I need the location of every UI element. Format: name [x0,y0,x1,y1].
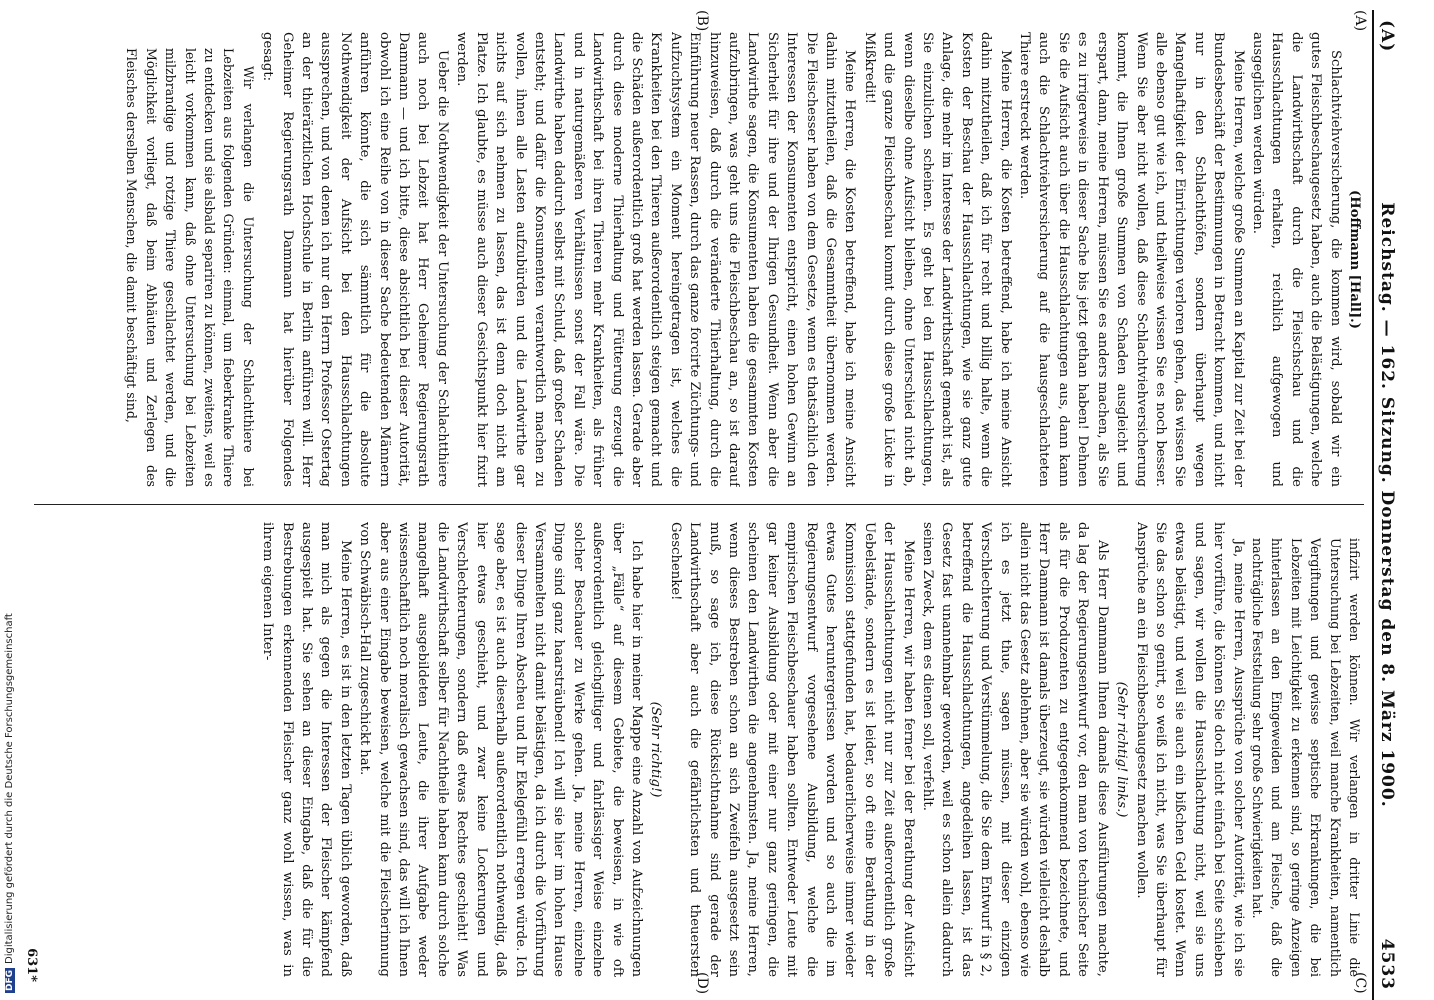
paragraph: Ja, meine Herren, Aussprüche von solcher Autorität, wie ich sie hier vorführe, die können Sie doch nicht einfach bei Seite schieben und sagen, wir wollen die Hausschlachtung nicht, weil sie uns etwas belästigt, und weil sie auch ein bißchen Geld kostet. Wenn Sie das schon so genirt, so weiß ich nicht, was Sie überhaupt für Ansprüche an ein Fleischbeschaugesetz machen wollen. [1133,522,1246,977]
page-number: 4533 [1377,938,1397,990]
speaker-label: (Hoffmann [Hall].) [1347,190,1362,329]
footer-signature-number: 631* [24,948,39,982]
paragraph: Meine Herren, die Kosten betreffend, habe ich meine Ansicht dahin mitzutheilen, daß ich für recht und billig halte, wenn die Kosten der Beschau der Hausschlachtungen, wie sie ganz gute Anlage, die mehr im Interesse der Landwirthschaft gemacht ist, als Sie einzulichen scheinen. Es geht bei den Hausschlachtungen, wenn dieselbe ohne Aufsicht bleiben, ohne Unterschied nicht ab, und die ganze Fleischbeschau kommt durch diese große Lücke in Mißkredit! [861,32,1013,487]
column-divider [34,504,1364,505]
paragraph: Ueber die Nothwendigkeit der Untersuchung der Schlachtthiere auch noch bei Lebzeit hat Herr Geheimer Regierungsrath Dammann — und ich bitte, diese absichtlich bei dieser Autorität, obwohl ich eine Reihe von in dieser Sache bedeutenden Männern anführen könnte, die sich sämmtlich für die absolute Nothwendigkeit der Aufsicht bei den Hausschlachtungen aussprechen, und von denen ich nur den Herrn Professor Ostertag an der thierärztlichen Hochschule in Berlin anführen will. Herr Geheimer Regierungsrath Dammann hat hierüber Folgendes gesagt: [260,32,450,487]
paragraph: Meine Herren, wir haben ferner bei der Berathung der Aufsicht der Hausschlachtungen nicht nur zur Zeit außerordentlich große Uebelstände, sondern es ist leider, so oft eine Berathung in der Kommission stattgefunden hat, bedauerlicherweise immer wieder etwas Gutes heruntergerissen worden und so auch die im Regierungsentwurf vorgesehene Ausbildung, welche die empirischen Fleischbeschauer haben sollten. Entweder Leute mit gar keiner Ausbildung oder mit einer nur ganz geringen, die scheinen den Landwirthen die angenehmsten. Ja, meine Herren, wenn dieses Bestreben schon an sich Zweifeln ausgesetzt sein muß, so sage ich, diese Rücksichtnahme sind gerade der Landwirthschaft aber auch die gefährlichsten und theuersten Geschenke! [667,522,916,977]
interjection: (Sehr richtig! links.) [1114,681,1130,818]
paragraph: Meine Herren, es ist in den letzten Tagen üblich geworden, daß man mich als gegen die Interessen der Fleischer kämpfend ausgespielt hat. Sie sehen an dieser Eingabe, daß die für die Bestrebungen erkennenden Fleischer ganz wohl wissen, was in ihrem eigenen Inter- [260,522,353,977]
digitization-credit [4,8,18,993]
quote-paragraph: Wir verlangen die Untersuchung der Schlachtthiere bei Lebzeiten aus folgenden Gründen: einmal, um fieberkranke Thiere zu entdecken und sie alsbald separiren zu können, zweitens, weil es leicht vorkommen kann, daß ohne Untersuchung bei Lebzeiten milzbrandige und rotzige Thiere geschlachtet werden, und die Möglichkeit vorliegt, daß beim Abhäuten und Zerlegen des Fleisches derselben Menschen, die damit beschäftigt sind, [124,48,256,487]
paragraph: Meine Herren, die Kosten betreffend, habe ich meine Ansicht dahin mitzutheilen, daß die Gesammtheit übernommen werden. Die Fleischesser haben von dem Gesetze, wenn es thatsächlich den Interessen der Konsumenten entspricht, einen hohen Gewinn an Sicherheit für ihre und der Ihrigen Gesundheit. Wenn aber die Landwirthe sagen, die Konsumenten haben die gesammten Kosten aufzubringen, was geht uns die Fleischbeschau an, so ist darauf hinzuweisen, daß durch die veränderte Thierhaltung, durch die Einführung neuer Rassen, durch das ganze forcirte Züchtungs- und Aufzuchtsystem ein Moment hereingetragen ist, welches die Krankheiten bei den Thieren außerordentlich steigen gemacht und die Schäden außerordentlich groß hat werden lassen. Gerade aber durch diese moderne Thierhaltung und Fütterung erzeugt die Landwirthschaft bei ihren Thieren mehr Krankheiten, als früher und in naturgemäßeren Verhältnissen sonst der Fall wäre. Die Landwirthe haben dadurch selbst mit Schuld, daß großer Schaden entsteht; und dafür die Konsumenten verantwortlich machen zu wollen, ihnen alle Lasten aufzubürden und die Landwirthe gar nichts auf sich nehmen zu lassen, das ist denn doch nicht am Platze. Ich glaubte, es müsse auch dieser Gesichtspunkt hier fixirt werden. [454,32,858,487]
margin-marker-c: (C) [1352,972,1368,994]
header-title: Reichstag. — 162. Sitzung. Donnerstag den 8. März 1900. [1377,202,1397,808]
rotated-newspaper-page [20,10,1400,1000]
left-column [34,32,1364,487]
right-column [34,522,1364,977]
paragraph: Als Herr Dammann Ihnen damals diese Ausführungen machte, da lag der Regierungsentwurf vor, den man von technischer Seite als für die Produzenten zu entgegenkommend bezeichnete, und Herr Dammann ist damals überzeugt, sie würden vielleicht deshalb allein nicht das Gesetz ablehnen, aber sie würden wohl, ebenso wie ich es jetzt thue, sagen müssen, mit dieser einzigen Verschlechterung und Verstümmelung, die Sie dem Entwurf in § 2, betreffend die Hausschlachtungen, angedeihen lassen, ist das Gesetz fast unannehmbar geworden, weil es schon allein dadurch seinen Zweck, dem es dienen soll, verfehlt. [920,522,1110,977]
paragraph: Schlachtviehversicherung, die kommen wird, sobald wir ein gutes Fleischbeschaugesetz haben, auch die Belästigungen, welche die Landwirthschaft durch die Fleischschau und die Hausschlachtungen erhalten, reichlich aufgewogen und ausgeglichen werden würden. [1249,32,1343,487]
credit-text: Digitalisierung gefördert durch die Deutsche Forschungsgemeinschaft [4,613,15,964]
header-marker: (A) [1377,20,1397,53]
quote-paragraph: infizirt werden können. Wir verlangen in dritter Linie die Untersuchung bei Lebzeiten, weil manche Krankheiten, namentlich Vergiftungen und gewisse septische Erkrankungen, die bei Lebzeiten mit Leichtigkeit zu erkennen sind, so geringe Anzeigen hinterlassen an den Eingeweiden und am Fleische, daß die nachträgliche Feststellung sehr große Schwierigkeiten hat. [1249,538,1362,977]
dfg-logo: DFG [5,969,15,991]
margin-marker-b: (B) [694,10,710,32]
margin-marker-d: (D) [694,972,710,995]
paragraph: Meine Herren, welche große Summen an Kapital zur Zeit bei der Bundesbeschäft der Bestimmungen in Betracht kommen, und nicht nur in den Schlachthöfen, sondern überhaupt wegen Mangelhaftigkeit der Einrichtungen verloren gehen, das wissen Sie alle ebenso gut wie ich, und theilweise wissen Sie es noch besser. Wenn Sie aber nicht wollen, daß diese Schlachtviehversicherung kommt, die Ihnen große Summen von Schaden ausgleicht und erspart, dann, meine Herren, müssen Sie es anders machen, als Sie es zu irrigerweise in dieser Sache bis jetzt gethan haben! Dehnen Sie die Aufsicht auch über die Hausschlachtungen aus, dann kann auch die Schlachtviehversicherung auf die hausgeschlachteten Thiere erstreckt werden. [1017,32,1246,487]
page-header [1372,10,1400,1000]
margin-marker-a: (A) [1352,10,1368,32]
interjection: (Sehr richtig!) [648,701,664,798]
paragraph: Ich habe hier in meiner Mappe eine Anzahl von Aufzeichnungen über „Fälle“ auf diesem Gebiete, die beweisen, in wie oft außerordentlich gleichgiltiger und fahrlässiger Weise einzelne solcher Beschauer zu Werke gehen. Ja, meine Herren, einzelne Dinge sind ganz haarsträubend! Ich will sie hier im hohen Hause Versammelten nicht damit belästigen, da ich durch die Vorführung dieser Dinge Ihren Abscheu und Ihr Ekelgefühl erregen würde. Ich sage aber, es ist auch dieserhalb außerordentlich nothwendig, daß hier etwas geschieht, und zwar keine Lockerungen und Verschlechterungen, sondern daß etwas Rechtes geschieht! Was die Landwirthschaft selber für Nachtheile haben kann durch solche mangelhaft ausgebildeten Leute, die ihrer Aufgabe weder wissenschaftlich noch moralisch gewachsen sind, das will ich Ihnen aber aus einer Eingabe beweisen, welche mit die Fleischerinnung von Schwäbisch-Hall zugeschickt hat. [357,522,644,977]
